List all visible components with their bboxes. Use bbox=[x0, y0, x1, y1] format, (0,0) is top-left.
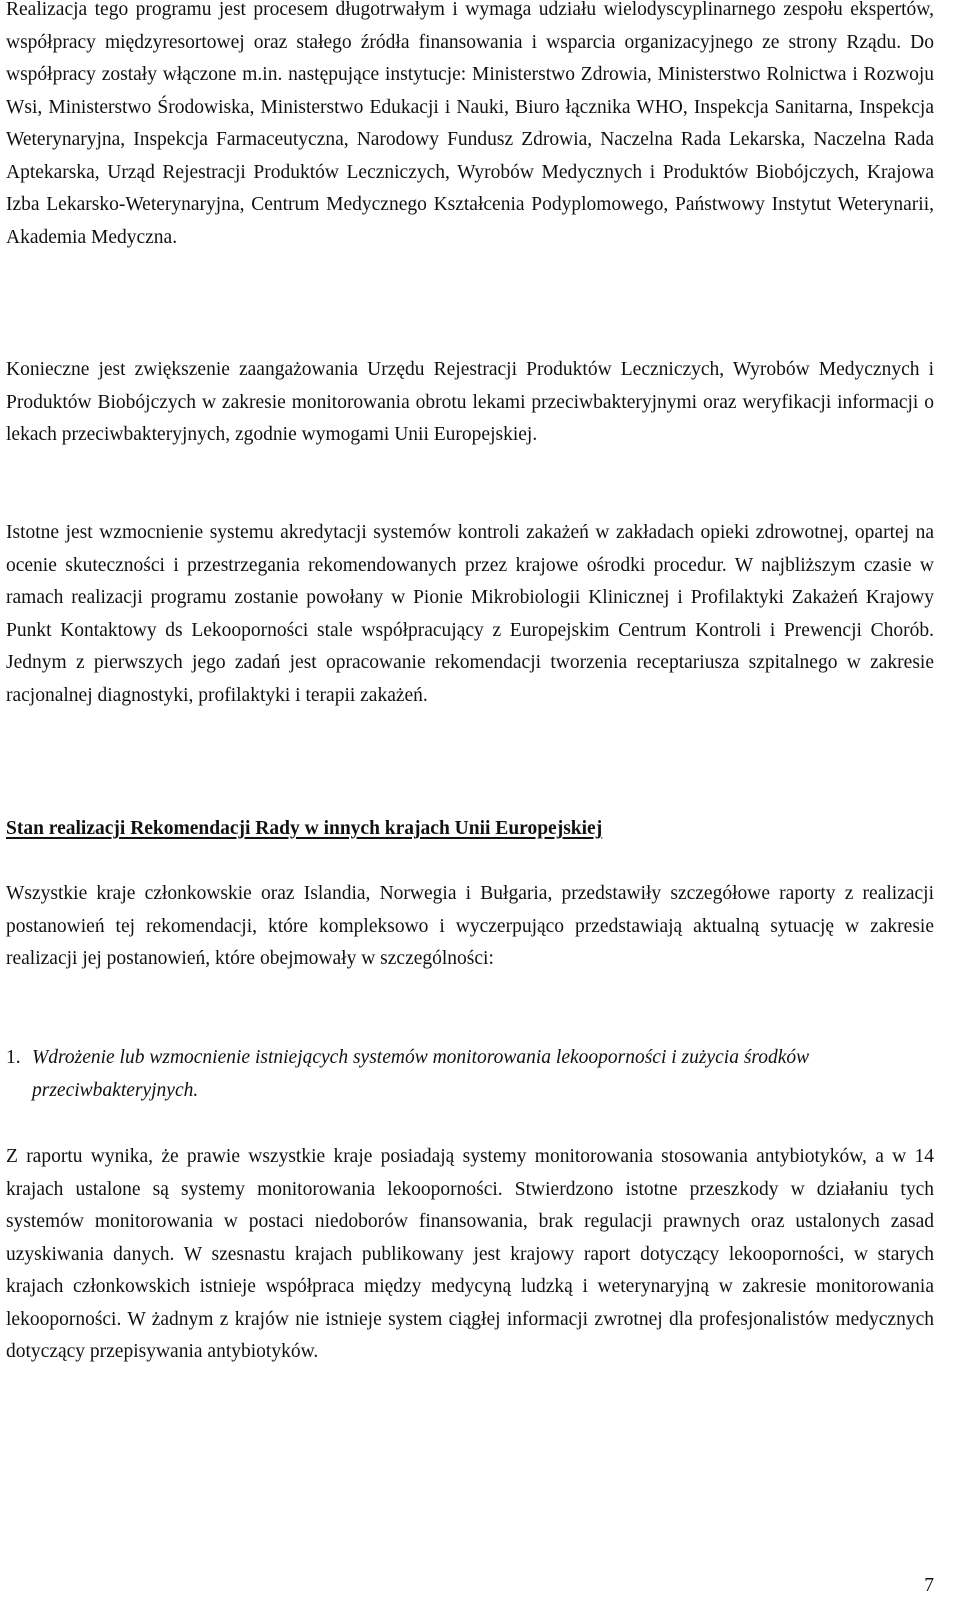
paragraph-participating-institutions: Realizacja tego programu jest procesem długotrwałym i wymaga udziału wielodyscyplinarnego zespołu ekspertów, współpracy międzyresortowej oraz stałego źródła finansowania i wsparcia organizacyjnego ze strony Rządu. Do współpracy zostały włączone m.in. następujące instytucje: Ministerstwo Zdrowia, Ministerstwo Rolnictwa i Rozwoju Wsi, Ministerstwo Środowiska, Ministerstwo Edukacji i Nauki, Biuro łącznika WHO, Inspekcja Sanitarna, Inspekcja Weterynaryjna, Inspekcja Farmaceutyczna, Narodowy Fundusz Zdrowia, Naczelna Rada Lekarska, Naczelna Rada Aptekarska, Urząd Rejestracji Produktów Leczniczych, Wyrobów Medycznych i Produktów Biobójczych, Krajowa Izba Lekarsko-Weterynaryjna, Centrum Medycznego Kształcenia Podyplomowego, Państwowy Instytut Weterynarii, Akademia Medyczna. bbox=[6, 0, 934, 248]
list-item bbox=[6, 1042, 934, 1107]
list-item-number: 1. bbox=[6, 1047, 21, 1068]
paragraph-member-states-reports: Wszystkie kraje członkowskie oraz Islandia, Norwegia i Bułgaria, przedstawiły szczegółowe raporty z realizacji postanowień tej rekomendacji, które kompleksowo i wyczerpująco przedstawiają aktualną sytuację w zakresie realizacji jej postanowień, które obejmowały w szczególności: bbox=[6, 883, 934, 969]
paragraph-registration-office: Konieczne jest zwiększenie zaangażowania Urzędu Rejestracji Produktów Leczniczych, Wyrobów Medycznych i Produktów Biobójczych w zakresie monitorowania obrotu lekami przeciwbakteryjnymi oraz weryfikacji informacji o lekach przeciwbakteryjnych, zgodnie wymogami Unii Europejskiej. bbox=[6, 359, 934, 445]
paragraph-accreditation-system: Istotne jest wzmocnienie systemu akredytacji systemów kontroli zakażeń w zakładach opieki zdrowotnej, opartej na ocenie skuteczności i przestrzegania rekomendowanych przez krajowe ośrodki procedur. W najbliższym czasie w ramach realizacji programu zostanie powołany w Pionie Mikrobiologii Klinicznej i Profilaktyki Zakażeń Krajowy Punkt Kontaktowy ds Lekooporności stale współpracujący z Europejskim Centrum Kontroli i Prewencji Chorób. Jednym z pierwszych jego zadań jest opracowanie rekomendacji tworzenia receptariusza szpitalnego w zakresie racjonalnej diagnostyki, profilaktyki i terapii zakażeń. bbox=[6, 522, 934, 706]
list-item-text: Wdrożenie lub wzmocnienie istniejących systemów monitorowania lekooporności i zużycia środków przeciwbakteryjnych. bbox=[32, 1047, 810, 1101]
section-heading: Stan realizacji Rekomendacji Rady w innych krajach Unii Europejskiej bbox=[6, 818, 603, 839]
page-number: 7 bbox=[924, 1575, 934, 1596]
paragraph-monitoring-report: Z raportu wynika, że prawie wszystkie kraje posiadają systemy monitorowania stosowania antybiotyków, a w 14 krajach ustalone są systemy monitorowania lekooporności. Stwierdzono istotne przeszkody w działaniu tych systemów monitorowania w postaci niedoborów finansowania, brak regulacji prawnych oraz ustalonych zasad uzyskiwania danych. W szesnastu krajach publikowany jest krajowy raport dotyczący lekooporności, w starych krajach członkowskich istnieje współpraca między medycyną ludzką i weterynaryjną w zakresie monitorowania lekooporności. W żadnym z krajów nie istnieje system ciągłej informacji zwrotnej dla profesjonalistów medycznych dotyczący przepisywania antybiotyków. bbox=[6, 1146, 934, 1362]
